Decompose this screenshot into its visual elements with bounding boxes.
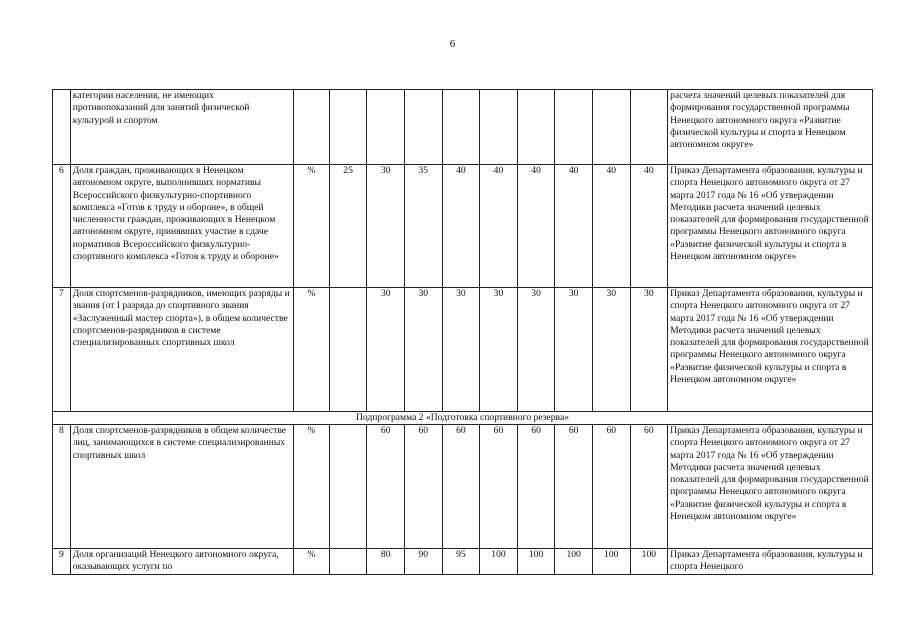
value-cell: 90 bbox=[404, 549, 442, 575]
table-row bbox=[53, 549, 873, 575]
value-cell bbox=[329, 288, 367, 412]
value-cell: 40 bbox=[517, 165, 555, 288]
value-cell bbox=[404, 90, 442, 165]
subprogram-title: Подпрограмма 2 «Подготовка спортивного резерва» bbox=[53, 412, 873, 425]
value-cell: 60 bbox=[480, 425, 518, 549]
unit: % bbox=[294, 549, 330, 575]
indicator-name: категории населения, не имеющих противопоказаний для занятий физической культурой и спортом bbox=[70, 90, 294, 165]
value-cell: 60 bbox=[630, 425, 668, 549]
source-document: расчета значений целевых показателей для формирования государственной программы Ненецкого автономного округа «Развитие физической культуры и спорта в Ненецком автономном округе» bbox=[668, 90, 873, 165]
source-document: Приказ Департамента образования, культуры и спорта Ненецкого bbox=[668, 549, 873, 575]
value-cell: 40 bbox=[442, 165, 480, 288]
value-cell bbox=[630, 90, 668, 165]
value-cell: 25 bbox=[329, 165, 367, 288]
value-cell: 30 bbox=[367, 165, 405, 288]
value-cell: 30 bbox=[517, 288, 555, 412]
indicator-name: Доля спортсменов-разрядников, имеющих разряды и звания (от I разряда до спортивного звания «Заслуженный мастер спорта»), в общем количестве спортсменов-разрядников в системе специализированных спортивных школ bbox=[70, 288, 294, 412]
source-document: Приказ Департамента образования, культуры и спорта Ненецкого автономного округа от 27 марта 2017 года № 16 «Об утверждении Методики расчета значений целевых показателей для формирования государственной программы Ненецкого автономного округа «Развитие физической культуры и спорта в Ненецком автономном округе» bbox=[668, 425, 873, 549]
unit: % bbox=[294, 288, 330, 412]
unit bbox=[294, 90, 330, 165]
value-cell: 40 bbox=[630, 165, 668, 288]
value-cell: 35 bbox=[404, 165, 442, 288]
value-cell: 80 bbox=[367, 549, 405, 575]
value-cell bbox=[517, 90, 555, 165]
row-number: 8 bbox=[53, 425, 71, 549]
value-cell bbox=[592, 90, 630, 165]
indicator-name: Доля спортсменов-разрядников в общем количестве лиц, занимающихся в системе специализированных спортивных школ bbox=[70, 425, 294, 549]
value-cell: 60 bbox=[442, 425, 480, 549]
value-cell bbox=[329, 425, 367, 549]
value-cell: 60 bbox=[517, 425, 555, 549]
source-document: Приказ Департамента образования, культуры и спорта Ненецкого автономного округа от 27 марта 2017 года № 16 «Об утверждении Методики расчета значений целевых показателей для формирования государственной программы Ненецкого автономного округа «Развитие физической культуры и спорта в Ненецком автономном округе» bbox=[668, 165, 873, 288]
value-cell: 30 bbox=[367, 288, 405, 412]
row-number bbox=[53, 90, 71, 165]
value-cell bbox=[367, 90, 405, 165]
value-cell: 60 bbox=[404, 425, 442, 549]
row-number: 7 bbox=[53, 288, 71, 412]
indicator-name: Доля граждан, проживающих в Ненецком автономном округе, выполнивших нормативы Всероссийского физкультурно-спортивного комплекса «Готов к труду и обороне», в общей численности граждан, проживающих в Ненецком автономном округе, принявших участие в сдаче нормативов Всероссийского физкультурно-спортивного комплекса «Готов к труду и обороне» bbox=[70, 165, 294, 288]
table-row bbox=[53, 90, 873, 165]
value-cell: 95 bbox=[442, 549, 480, 575]
value-cell: 40 bbox=[592, 165, 630, 288]
value-cell: 30 bbox=[404, 288, 442, 412]
value-cell: 100 bbox=[480, 549, 518, 575]
value-cell bbox=[480, 90, 518, 165]
source-document: Приказ Департамента образования, культуры и спорта Ненецкого автономного округа от 27 марта 2017 года № 16 «Об утверждении Методики расчета значений целевых показателей для формирования государственной программы Ненецкого автономного округа «Развитие физической культуры и спорта в Ненецком автономном округе» bbox=[668, 288, 873, 412]
unit: % bbox=[294, 425, 330, 549]
value-cell: 100 bbox=[592, 549, 630, 575]
value-cell: 40 bbox=[555, 165, 593, 288]
value-cell: 60 bbox=[592, 425, 630, 549]
value-cell: 30 bbox=[592, 288, 630, 412]
value-cell bbox=[442, 90, 480, 165]
value-cell: 30 bbox=[442, 288, 480, 412]
value-cell bbox=[555, 90, 593, 165]
unit: % bbox=[294, 165, 330, 288]
table-row bbox=[53, 165, 873, 288]
indicator-name: Доля организаций Ненецкого автономного округа, оказывающих услуги по bbox=[70, 549, 294, 575]
value-cell: 100 bbox=[555, 549, 593, 575]
table-row bbox=[53, 425, 873, 549]
value-cell: 60 bbox=[555, 425, 593, 549]
row-number: 9 bbox=[53, 549, 71, 575]
value-cell: 30 bbox=[480, 288, 518, 412]
value-cell: 60 bbox=[367, 425, 405, 549]
table-row bbox=[53, 288, 873, 412]
subprogram-header-row bbox=[53, 412, 873, 425]
row-number: 6 bbox=[53, 165, 71, 288]
value-cell: 30 bbox=[555, 288, 593, 412]
value-cell bbox=[329, 90, 367, 165]
value-cell: 30 bbox=[630, 288, 668, 412]
page-number: 6 bbox=[449, 38, 456, 50]
value-cell: 100 bbox=[630, 549, 668, 575]
value-cell: 40 bbox=[480, 165, 518, 288]
indicators-table bbox=[52, 89, 873, 575]
value-cell: 100 bbox=[517, 549, 555, 575]
value-cell bbox=[329, 549, 367, 575]
